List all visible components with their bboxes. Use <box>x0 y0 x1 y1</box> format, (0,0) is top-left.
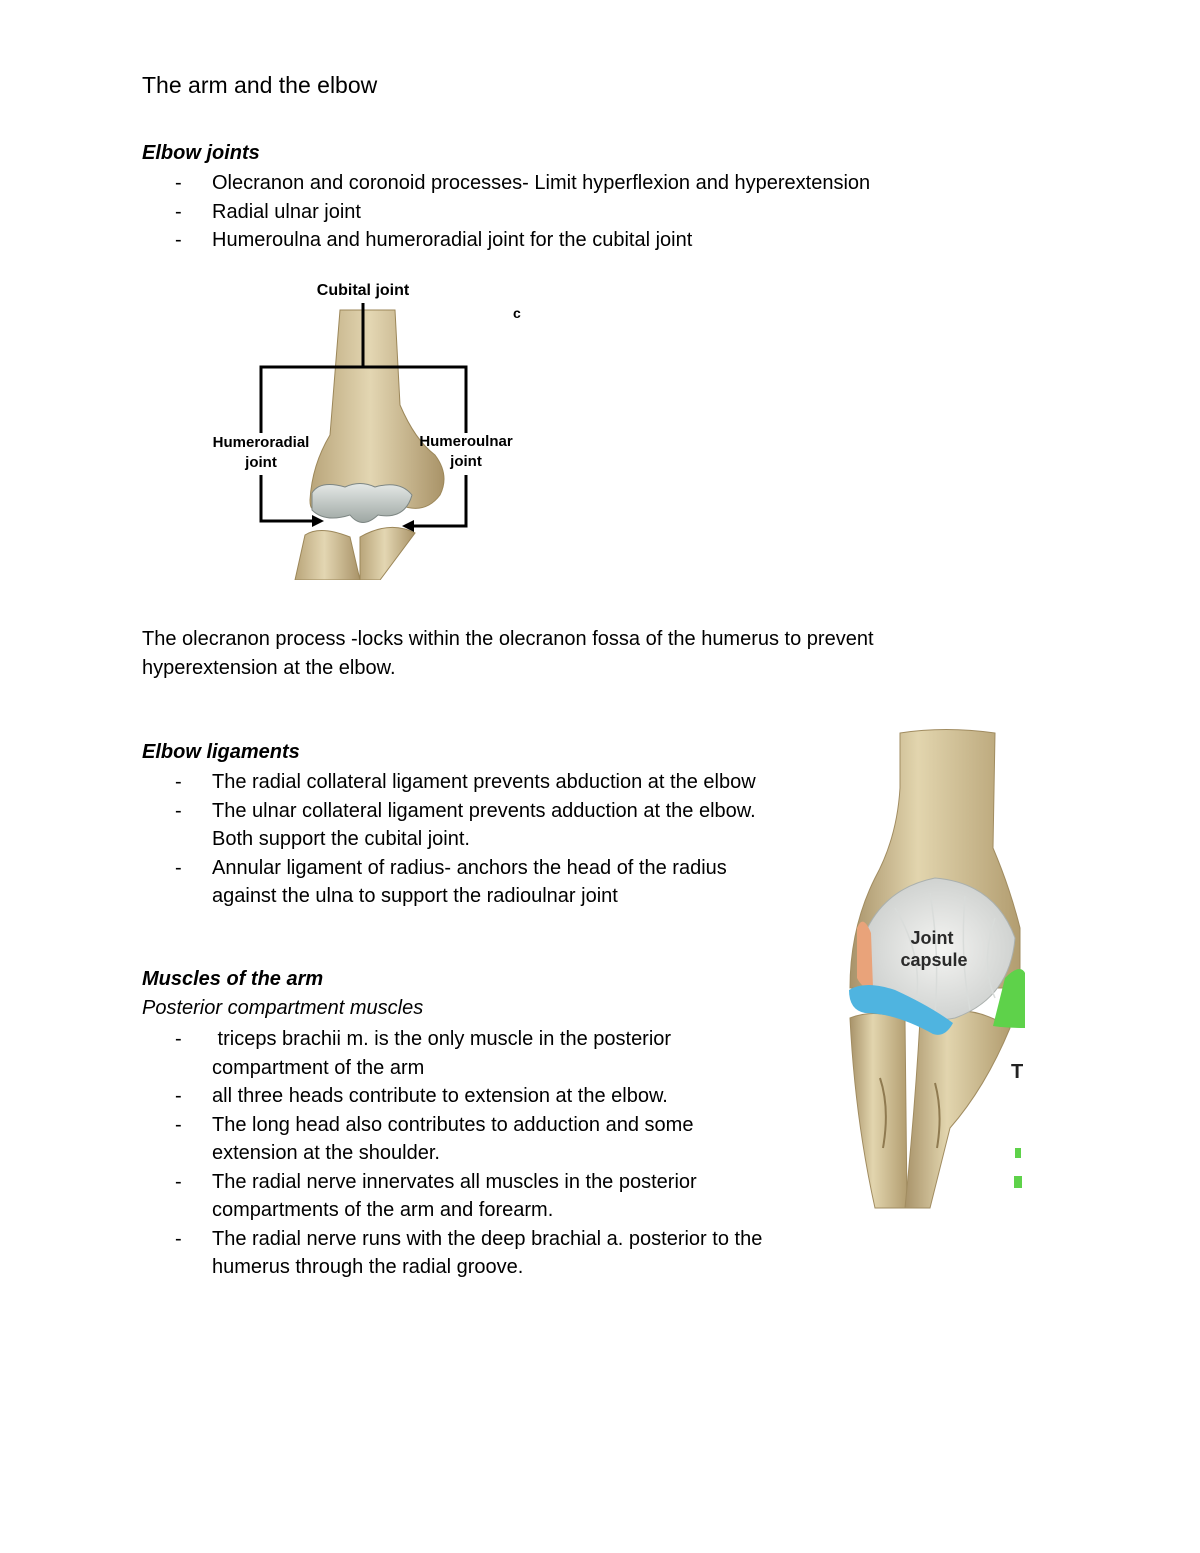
list-item: - The radial collateral ligament prevents abduction at the elbow <box>175 771 756 793</box>
ulna-bone <box>905 1011 1010 1208</box>
ulna-bone <box>360 527 415 580</box>
label-cubital-joint: Cubital joint <box>316 282 410 299</box>
list-item: - Humeroulna and humeroradial joint for the cubital joint <box>175 229 693 251</box>
label-clipped-t: T <box>1011 1061 1024 1083</box>
label-humeroulnar-joint: joint <box>450 453 482 470</box>
articular-cartilage <box>312 484 412 523</box>
radius-bone <box>295 530 360 580</box>
label-humeroradial-joint: joint <box>245 454 277 471</box>
label-capsule: capsule <box>900 950 968 970</box>
list-item: - The radial nerve runs with the deep brachial a. posterior to the humerus through the radial groove. <box>175 1227 763 1278</box>
list-item: - all three heads contribute to extension at the elbow. <box>175 1085 668 1107</box>
page-title: The arm and the elbow <box>142 72 378 98</box>
green-mark <box>1014 1176 1022 1188</box>
list-item: - Annular ligament of radius- anchors the head of the radius against the ulna to support the radioulnar joint <box>175 856 727 907</box>
list-item: - The radial nerve innervates all muscles in the posterior compartments of the arm and forearm. <box>175 1170 697 1221</box>
olecranon-paragraph: The olecranon process -locks within the olecranon fossa of the humerus to prevent hyperextension at the elbow. <box>142 628 874 679</box>
list-item: - The ulnar collateral ligament prevents adduction at the elbow. Both support the cubital joint. <box>175 799 756 850</box>
label-clipped-char: c <box>513 305 521 321</box>
list-item: - triceps brachii m. is the only muscle in the posterior compartment of the arm <box>175 1028 672 1079</box>
elbow-ligaments-list <box>142 768 832 911</box>
label-humeroradial: Humeroradial <box>212 434 310 451</box>
muscles-list <box>142 1025 832 1282</box>
elbow-joints-list <box>142 169 1042 255</box>
green-mark <box>1015 1148 1021 1158</box>
list-item: - The long head also contributes to adduction and some extension at the shoulder. <box>175 1113 694 1164</box>
humeroradial-pointer <box>261 475 316 521</box>
joint-capsule-figure <box>835 728 1025 1215</box>
humerus-bone <box>310 310 444 509</box>
label-humeroulnar: Humeroulnar <box>419 433 513 450</box>
list-item: - Olecranon and coronoid processes- Limit hyperflexion and hyperextension <box>175 172 871 194</box>
section-heading-muscles: Muscles of the arm <box>142 968 324 990</box>
list-item: - Radial ulnar joint <box>175 200 361 223</box>
section-heading-elbow-joints: Elbow joints <box>142 142 260 164</box>
label-joint: Joint <box>910 928 954 948</box>
section-heading-elbow-ligaments: Elbow ligaments <box>142 741 300 763</box>
cubital-joint-figure <box>200 275 530 580</box>
radius-bone <box>850 1013 907 1208</box>
subheading-posterior-compartment: Posterior compartment muscles <box>142 997 424 1019</box>
